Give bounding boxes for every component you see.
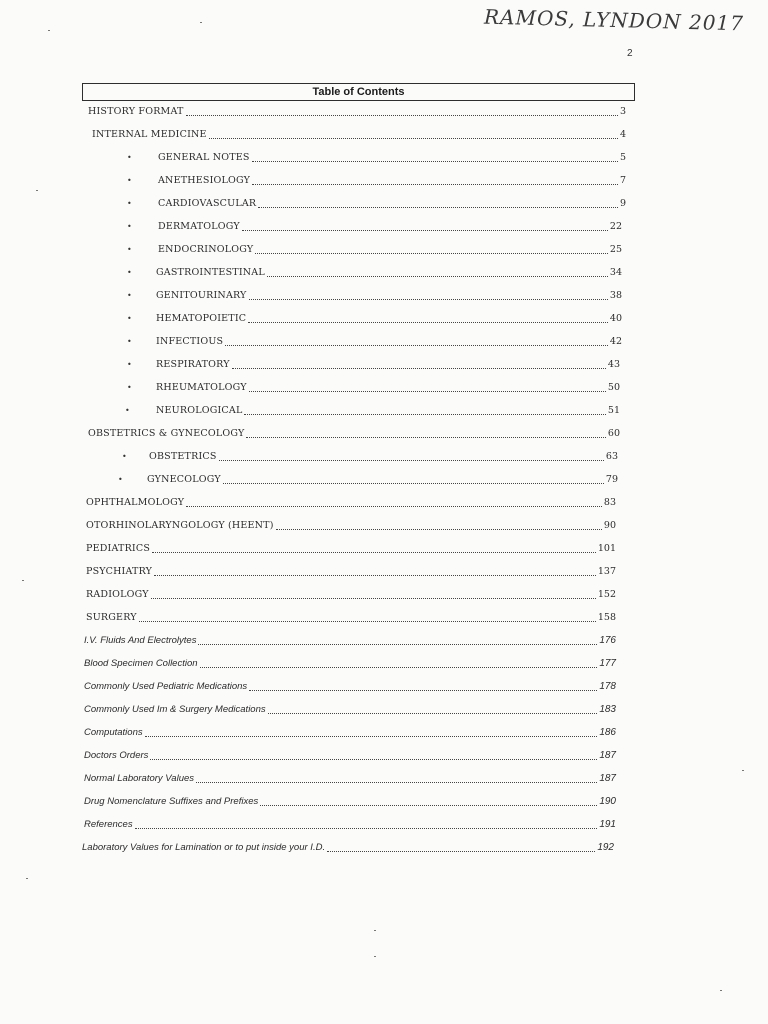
toc-entry: [158, 150, 626, 164]
toc-entry-label: Commonly Used Im & Surgery Medications: [84, 704, 266, 715]
dot-leader: [152, 552, 596, 553]
toc-entry-page: 42: [609, 336, 622, 347]
toc-entry-label: RADIOLOGY: [86, 589, 149, 600]
toc-entry: [84, 656, 616, 670]
toc-entry-label: ENDOCRINOLOGY: [158, 244, 254, 255]
scan-speck: [374, 956, 376, 957]
toc-entry: [88, 104, 626, 118]
toc-entry-page: 3: [619, 106, 626, 117]
scan-speck: [200, 22, 202, 23]
dot-leader: [154, 575, 596, 576]
bullet-icon: •: [127, 383, 132, 392]
toc-entry-label: OBSTETRICS & GYNECOLOGY: [88, 428, 245, 439]
toc-entry-label: OPHTHALMOLOGY: [86, 497, 185, 508]
toc-entry-page: 176: [599, 635, 616, 646]
toc-entry-page: 38: [609, 290, 622, 301]
toc-entry-label: I.V. Fluids And Electrolytes: [84, 635, 197, 646]
toc-entry: [149, 449, 618, 463]
toc-entry-page: 63: [605, 451, 618, 462]
dot-leader: [151, 598, 596, 599]
toc-entry-page: 186: [599, 727, 616, 738]
dot-leader: [248, 322, 608, 323]
bullet-icon: •: [127, 153, 132, 162]
scan-speck: [26, 878, 28, 879]
toc-entry: [86, 610, 616, 624]
toc-entry-label: DERMATOLOGY: [158, 221, 240, 232]
toc-entry: [147, 472, 618, 486]
toc-entry-page: 187: [599, 750, 616, 761]
toc-entry-label: RHEUMATOLOGY: [156, 382, 247, 393]
dot-leader: [249, 299, 608, 300]
dot-leader: [150, 759, 597, 760]
toc-entry: [84, 725, 616, 739]
toc-entry-label: Doctors Orders: [84, 750, 149, 761]
bullet-icon: •: [127, 245, 132, 254]
toc-entry: [86, 495, 616, 509]
toc-entry-page: 152: [597, 589, 616, 600]
dot-leader: [219, 460, 604, 461]
toc-entry-page: 43: [607, 359, 620, 370]
toc-entry-page: 25: [609, 244, 622, 255]
toc-entry-page: 178: [599, 681, 616, 692]
scan-speck: [374, 930, 376, 931]
toc-entry: [86, 564, 616, 578]
toc-entry-label: PEDIATRICS: [86, 543, 151, 554]
bullet-icon: •: [127, 337, 132, 346]
toc-entry-label: OBSTETRICS: [149, 451, 217, 462]
toc-entry-page: 9: [619, 198, 626, 209]
dot-leader: [242, 230, 608, 231]
dot-leader: [255, 253, 608, 254]
bullet-icon: •: [118, 475, 123, 484]
page-number: 2: [627, 48, 633, 59]
dot-leader: [223, 483, 604, 484]
toc-entry: [92, 127, 626, 141]
toc-entry-page: 60: [607, 428, 620, 439]
toc-entry: [156, 403, 620, 417]
toc-entry: [84, 633, 616, 647]
toc-entry: [84, 817, 616, 831]
toc-entry: [82, 840, 614, 854]
toc-entry-label: Commonly Used Pediatric Medications: [84, 681, 248, 692]
dot-leader: [246, 437, 605, 438]
dot-leader: [249, 690, 597, 691]
toc-entry: [86, 541, 616, 555]
toc-entry-page: 192: [597, 842, 614, 853]
toc-entry-label: INTERNAL MEDICINE: [92, 129, 207, 140]
toc-entry: [156, 265, 622, 279]
dot-leader: [225, 345, 608, 346]
toc-entry: [84, 702, 616, 716]
toc-entry: [84, 679, 616, 693]
toc-entry: [156, 334, 622, 348]
toc-entry: [88, 426, 620, 440]
toc-entry-label: GENERAL NOTES: [158, 152, 250, 163]
toc-entry-label: GYNECOLOGY: [147, 474, 221, 485]
toc-entry: [158, 219, 622, 233]
toc-entry-page: 50: [607, 382, 620, 393]
toc-entry-page: 79: [605, 474, 618, 485]
toc-entry-label: NEUROLOGICAL: [156, 405, 243, 416]
dot-leader: [139, 621, 596, 622]
bullet-icon: •: [127, 199, 132, 208]
dot-leader: [260, 805, 597, 806]
toc-entry: [158, 173, 626, 187]
dot-leader: [327, 851, 595, 852]
toc-entry-label: SURGERY: [86, 612, 137, 623]
toc-title: Table of Contents: [82, 83, 635, 101]
dot-leader: [267, 276, 608, 277]
toc-entry-label: PSYCHIATRY: [86, 566, 153, 577]
toc-entry-page: 51: [607, 405, 620, 416]
toc-entry-page: 40: [609, 313, 622, 324]
toc-entry-page: 158: [597, 612, 616, 623]
toc-entry-page: 177: [599, 658, 616, 669]
scan-speck: [742, 770, 744, 771]
toc-entry: [158, 242, 622, 256]
toc-entry-page: 187: [599, 773, 616, 784]
toc-entry-label: CARDIOVASCULAR: [158, 198, 257, 209]
toc-entry: [156, 288, 622, 302]
toc-entry: [84, 794, 616, 808]
dot-leader: [198, 644, 597, 645]
toc-entry-label: GASTROINTESTINAL: [156, 267, 265, 278]
bullet-icon: •: [127, 360, 132, 369]
toc-entry: [158, 196, 626, 210]
handwritten-note: RAMOS, LYNDON 2017: [483, 4, 745, 36]
toc-entry: [84, 771, 616, 785]
dot-leader: [252, 161, 618, 162]
bullet-icon: •: [127, 176, 132, 185]
bullet-icon: •: [127, 222, 132, 231]
toc-entry: [156, 311, 622, 325]
toc-entry-label: OTORHINOLARYNGOLOGY (HEENT): [86, 520, 274, 531]
dot-leader: [186, 115, 618, 116]
dot-leader: [232, 368, 606, 369]
toc-entry-page: 7: [619, 175, 626, 186]
toc-entry: [86, 518, 616, 532]
toc-entry-page: 190: [599, 796, 616, 807]
toc-entry-page: 83: [603, 497, 616, 508]
scan-speck: [22, 580, 24, 581]
dot-leader: [252, 184, 618, 185]
toc-entry: [156, 357, 620, 371]
dot-leader: [258, 207, 618, 208]
toc-entry-page: 191: [599, 819, 616, 830]
dot-leader: [244, 414, 605, 415]
bullet-icon: •: [125, 406, 130, 415]
scan-speck: [36, 190, 38, 191]
toc-entry-label: GENITOURINARY: [156, 290, 247, 301]
dot-leader: [200, 667, 598, 668]
dot-leader: [209, 138, 618, 139]
toc-entry: [86, 587, 616, 601]
toc-entry-label: Blood Specimen Collection: [84, 658, 198, 669]
toc-entry-label: INFECTIOUS: [156, 336, 224, 347]
dot-leader: [135, 828, 598, 829]
toc-entry-label: Computations: [84, 727, 143, 738]
toc-entry-page: 5: [619, 152, 626, 163]
toc-entry-label: HISTORY FORMAT: [88, 106, 184, 117]
toc-entry-page: 90: [603, 520, 616, 531]
toc-entry-label: RESPIRATORY: [156, 359, 230, 370]
dot-leader: [268, 713, 598, 714]
bullet-icon: •: [127, 314, 132, 323]
scan-speck: [720, 990, 722, 991]
bullet-icon: •: [127, 291, 132, 300]
toc-entry-label: HEMATOPOIETIC: [156, 313, 247, 324]
toc-entry-label: References: [84, 819, 133, 830]
toc-entry-label: ANETHESIOLOGY: [158, 175, 251, 186]
toc-entry-page: 183: [599, 704, 616, 715]
toc-entry-page: 4: [619, 129, 626, 140]
bullet-icon: •: [122, 452, 127, 461]
toc-entry-page: 34: [609, 267, 622, 278]
toc-entry-page: 22: [609, 221, 622, 232]
dot-leader: [276, 529, 602, 530]
toc-entry-label: Drug Nomenclature Suffixes and Prefixes: [84, 796, 259, 807]
toc-entry-label: Normal Laboratory Values: [84, 773, 195, 784]
toc-entry-page: 137: [597, 566, 616, 577]
bullet-icon: •: [127, 268, 132, 277]
toc-entry: [84, 748, 616, 762]
dot-leader: [145, 736, 598, 737]
toc-entry-label: Laboratory Values for Lamination or to put inside your I.D.: [82, 842, 326, 853]
scan-speck: [48, 30, 50, 31]
toc-entry-page: 101: [597, 543, 616, 554]
dot-leader: [249, 391, 606, 392]
dot-leader: [196, 782, 597, 783]
toc-entry: [156, 380, 620, 394]
dot-leader: [186, 506, 602, 507]
